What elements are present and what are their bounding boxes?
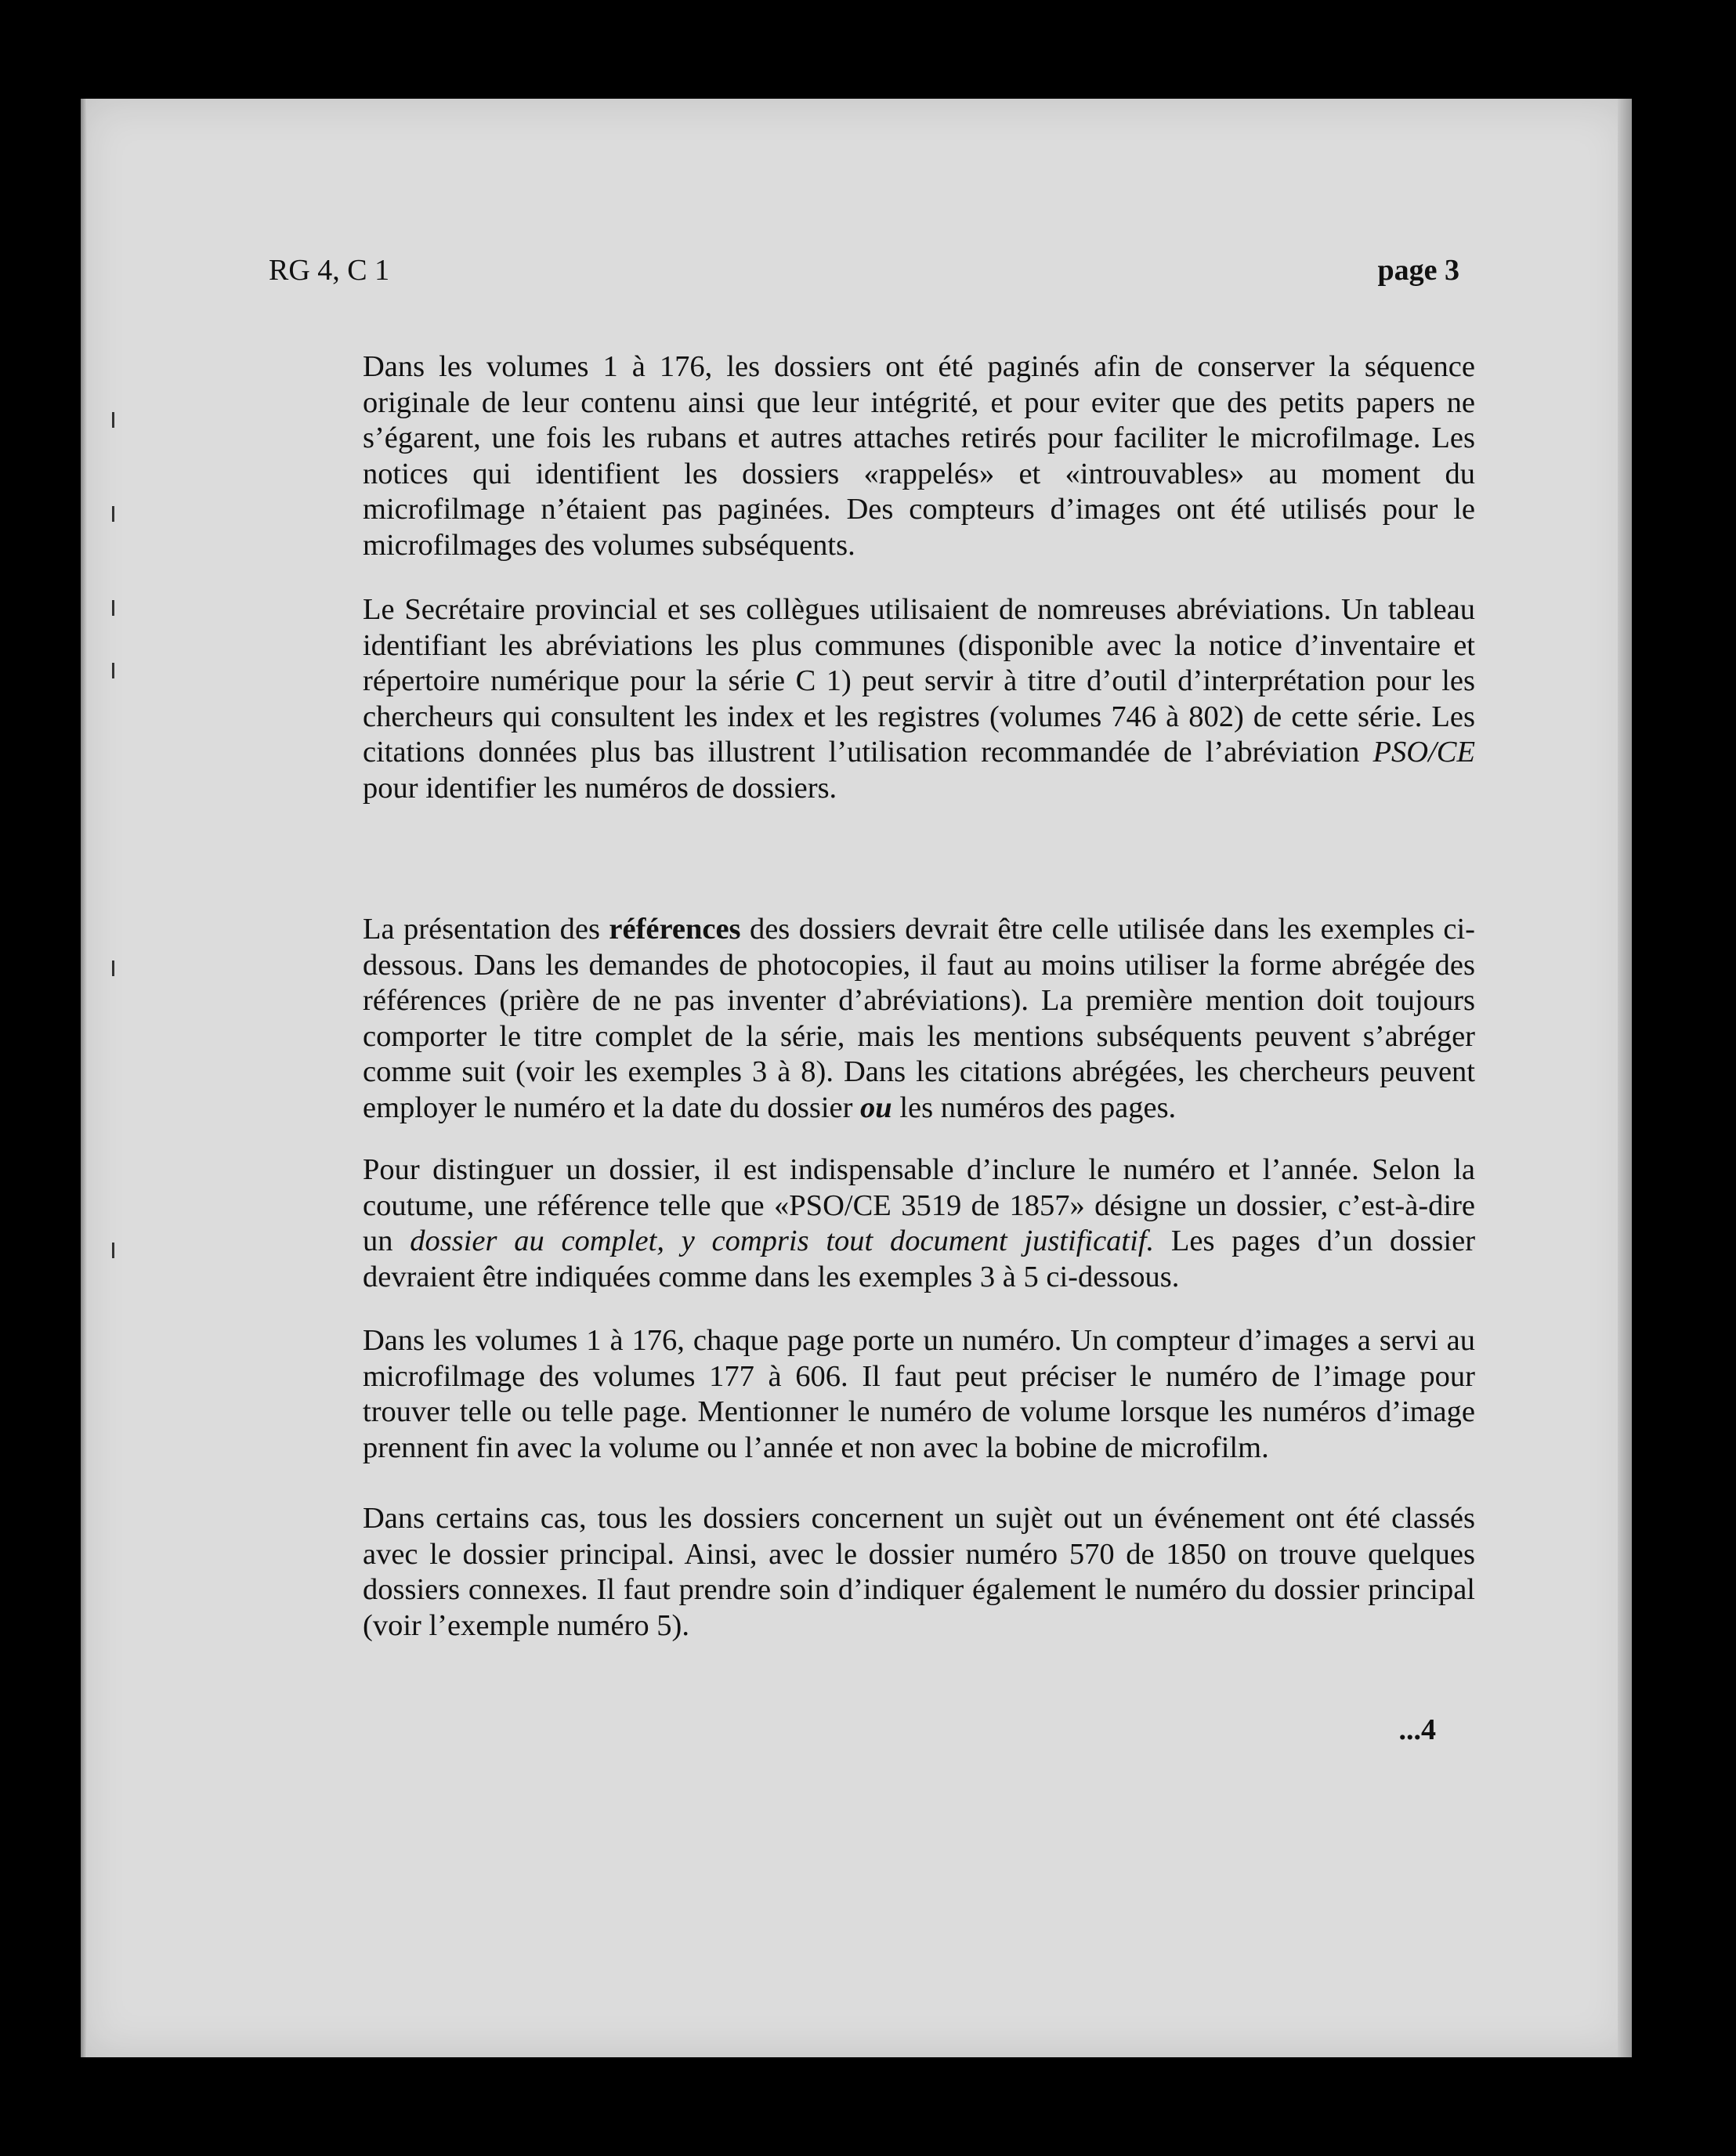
- paragraph-text: [363, 1152, 1475, 1295]
- scan-margin-mark: [112, 663, 114, 678]
- paragraph-related-files: [363, 1501, 1475, 1644]
- paragraph-text: [363, 912, 1475, 1126]
- paragraph-text: Dans certains cas, tous les dossiers concernent un sujèt out un événement ont été classés avec le dossier principal. Ainsi, avec le dossier numéro 570 de 1850 on trouve quelques dossiers connexes. Il faut prendre soin d’indiquer également le numéro du dossier principal (voir l’exemple numéro 5).: [363, 1502, 1475, 1642]
- text-run: les numéros des pages.: [892, 1091, 1177, 1124]
- paragraph-references: [363, 912, 1475, 1126]
- page-right-edge: [1618, 99, 1632, 2057]
- paragraph-image-counter: [363, 1323, 1475, 1466]
- text-run: Le Secrétaire provincial et ses collègues utilisaient de nomreuses abréviations. Un tableau identifiant les abréviations les plus communes (disponible avec la notice d’inventaire et répertoire numérique pour la série C 1) peut servir à titre d’outil d’interprétation pour les chercheurs qui consultent les index et les registres (volumes 746 à 802) de cette série. Les citations données plus bas illustrent l’utilisation recommandée de l’abréviation: [363, 593, 1475, 769]
- scan-margin-mark: [112, 506, 114, 522]
- text-run: La présentation des: [363, 913, 609, 946]
- text-run: pour identifier les numéros de dossiers.: [363, 771, 837, 805]
- continuation-marker: ...4: [1398, 1713, 1436, 1746]
- paragraph-text: Dans les volumes 1 à 176, chaque page porte un numéro. Un compteur d’images a servi au microfilmage des volumes 177 à 606. Il faut peut préciser le numéro de l’image pour trouver telle ou telle page. Mentionner le numéro de volume lorsque les numéros d’image prennent fin avec la volume ou l’année et non avec la bobine de microfilm.: [363, 1324, 1475, 1464]
- scan-margin-mark: [112, 412, 114, 428]
- italic-phrase: dossier au complet, y compris tout document justificatif.: [410, 1225, 1155, 1257]
- italic-abbreviation: PSO/CE: [1373, 736, 1475, 769]
- paragraph-distinguish: [363, 1152, 1475, 1295]
- scan-margin-mark: [112, 960, 114, 976]
- paragraph-text: Dans les volumes 1 à 176, les dossiers ont été paginés afin de conserver la séquence originale de leur contenu ainsi que leur intégrité, et pour eviter que des petits papers ne s’égarent, une fois les rubans et autres attaches retirés pour faciliter le microfilmage. Les notices qui identifient les dossiers «rappelés» et «introuvables» au moment du microfilmage n’étaient pas paginées. Des compteurs d’images ont été utilisés pour le microfilmages des volumes subséquents.: [363, 350, 1475, 562]
- scan-margin-mark: [112, 1243, 114, 1258]
- text-run: Pour distinguer un dossier, il est indispensable d’inclure le numéro et l’année. Selon la coutume, une référence telle que «PSO/CE 3519 de 1857» désigne un dossier, c’est-à-dire un: [363, 1153, 1475, 1257]
- paragraph-abbreviations: [363, 592, 1475, 806]
- header-reference: RG 4, C 1: [269, 254, 390, 287]
- page-left-edge: [81, 99, 87, 2057]
- bold-term: références: [609, 913, 741, 946]
- document-page: [81, 99, 1632, 2057]
- scan-margin-mark: [112, 600, 114, 616]
- bold-italic-term: ou: [860, 1091, 892, 1124]
- text-run: Les pages d’un dossier devraient être indiquées comme dans les exemples 3 à 5 ci-dessous.: [363, 1225, 1476, 1293]
- paragraph-text: [363, 592, 1475, 806]
- text-run: des dossiers devrait être celle utilisée dans les exemples ci-dessous. Dans les demandes de photocopies, il faut au moins utiliser la forme abrégée des références (prière de ne pas inventer d’abréviations). La première mention doit toujours comporter le titre complet de la série, mais les mentions subséquents peuvent s’abréger comme suit (voir les exemples 3 à 8). Dans les citations abrégées, les chercheurs peuvent employer le numéro et la date du dossier: [363, 913, 1475, 1124]
- paragraph-pagination: [363, 349, 1475, 563]
- header-page-number: page 3: [1377, 254, 1459, 287]
